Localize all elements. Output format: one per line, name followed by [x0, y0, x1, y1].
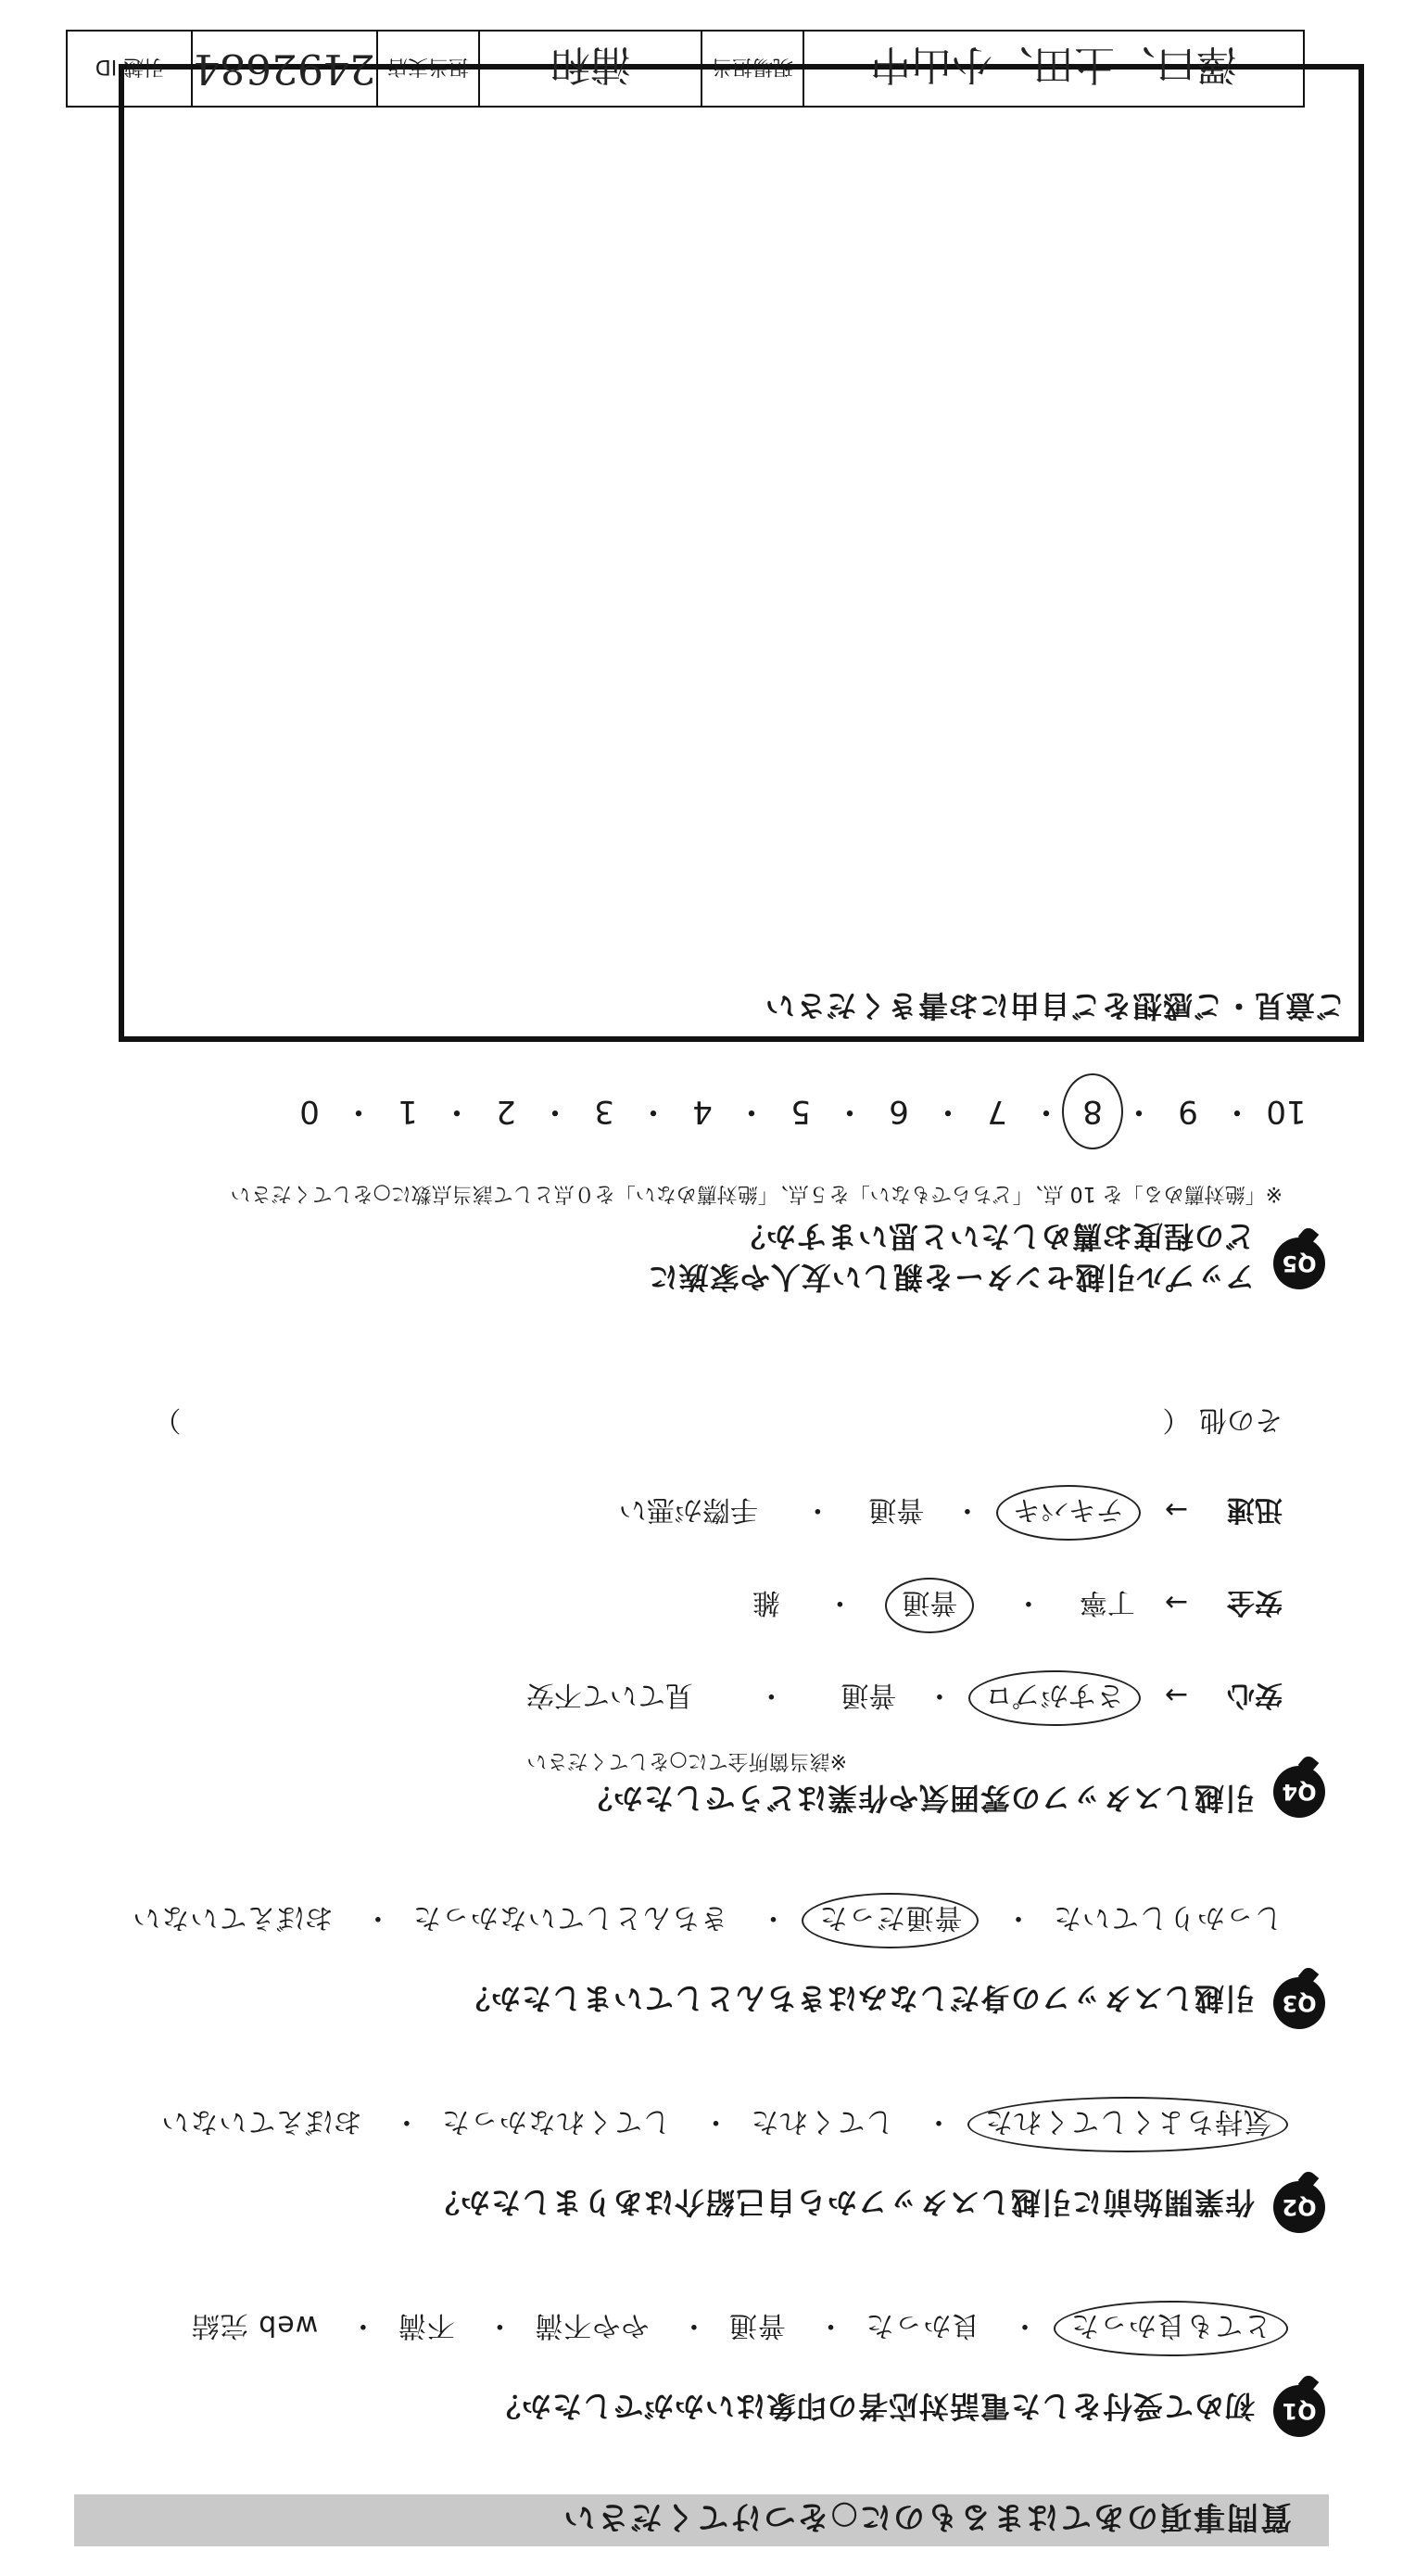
id-label-cell	[69, 32, 191, 106]
q4-note: ※該当箇所全てに○をしてください	[526, 1749, 847, 1772]
q4-row-other	[87, 1402, 1283, 1443]
comment-label: ご意見・ご感想をご自由にお書きください	[764, 988, 1346, 1023]
q4-other-paren-close: ）	[153, 1403, 182, 1436]
q4-row-anshin: 安心 → さすがプロ・ 普通・ 見ていて不安	[526, 1678, 1283, 1719]
q3-badge	[1273, 1977, 1325, 2029]
q1-option[interactable]: 良かった	[865, 2309, 980, 2341]
q4-row-label: 迅速	[1227, 1493, 1283, 1526]
q3-option[interactable]: おぼえていない	[132, 1901, 334, 1934]
score-option[interactable]: 5	[790, 1093, 811, 1130]
arrow-icon: →	[1164, 1586, 1189, 1618]
q2-option[interactable]: してくれなかった	[440, 2105, 671, 2138]
q5-title-line1: アップル引越センターを親しい友人や家族に	[647, 1260, 1255, 1295]
q4-row-label: 安心	[1227, 1679, 1283, 1711]
q3-option-selected[interactable]: 普通だった	[802, 1893, 979, 1948]
branch-label: 担当支店	[387, 55, 470, 79]
q1-option[interactable]: やや不満	[534, 2309, 650, 2341]
arrow-icon: →	[1164, 1679, 1189, 1711]
arrow-icon: →	[1164, 1493, 1189, 1526]
score-option[interactable]: 6	[889, 1093, 909, 1130]
q4-row-jinsoku: 迅速 → テキパキ・ 普通・ 手際が悪い	[619, 1492, 1283, 1533]
comment-box[interactable]	[119, 64, 1364, 1042]
q4-badge	[1273, 1766, 1325, 1818]
q5-number: Q5	[1282, 1250, 1317, 1276]
q3-number: Q3	[1282, 1990, 1317, 2016]
score-option[interactable]: 9	[1178, 1093, 1198, 1130]
q4-option[interactable]: 見ていて不安	[525, 1679, 693, 1711]
q4-number: Q4	[1282, 1779, 1317, 1805]
q3-option[interactable]: しっかりしていた	[1053, 1901, 1283, 1934]
q4-row-label: 安全	[1227, 1586, 1283, 1618]
q2-option[interactable]: おぼえていない	[160, 2105, 362, 2138]
score-option[interactable]: 10	[1266, 1093, 1307, 1130]
id-value: 2492684	[194, 44, 375, 93]
q4-option[interactable]: 普通	[868, 1493, 925, 1526]
q1-title: 初めて受付をした電話対応者の印象はいかがでしたか？	[489, 2389, 1255, 2424]
q5-title-line2: どの程度お薦めしたいと思いますか？	[734, 1219, 1255, 1254]
q2-title: 作業開始前に引越しスタッフから自己紹介はありましたか？	[428, 2185, 1255, 2220]
score-option[interactable]: 0	[299, 1093, 320, 1130]
score-option[interactable]: 7	[987, 1093, 1007, 1130]
score-option-selected[interactable]: 8	[1062, 1073, 1123, 1149]
q4-option[interactable]: 丁寧	[1079, 1586, 1135, 1618]
q1-option-selected[interactable]: とても良かった	[1054, 2301, 1288, 2356]
q5-note: ※「絶対薦める」を 10 点、「どちらでもない」を５点、「絶対薦めない」を０点として該当点数に○をしてください	[230, 1182, 1283, 1205]
id-label: 引越 ID	[95, 55, 165, 79]
leader-label: 現場担当	[712, 55, 794, 79]
q4-option-selected[interactable]: テキパキ	[996, 1485, 1141, 1541]
q1-number: Q1	[1282, 2398, 1317, 2424]
q2-number: Q2	[1282, 2194, 1317, 2220]
instruction-banner: 質問事項のあてはまるものに○をつけてください	[74, 2494, 1329, 2546]
q2-option-selected[interactable]: 気持ちよくしてくれた	[967, 2097, 1288, 2152]
leader-label-cell	[701, 32, 803, 106]
q2-options: 気持ちよくしてくれた・ してくれた・ してくれなかった・ おぼえていない	[160, 2104, 1283, 2145]
score-option[interactable]: 3	[594, 1093, 614, 1130]
office-use-table	[66, 30, 1305, 108]
score-option[interactable]: 4	[692, 1093, 713, 1130]
q3-title: 引越しスタッフの身だしなみはきちんとしていましたか？	[459, 1981, 1255, 2016]
q2-option[interactable]: してくれた	[750, 2105, 894, 2138]
q4-option[interactable]: 普通	[841, 1679, 897, 1711]
branch-value-cell	[478, 32, 701, 106]
q1-option[interactable]: 普通	[727, 2309, 786, 2341]
q5-score-row: 10・9・8・7・6・5・4・3・2・1・0	[276, 1073, 1320, 1137]
q4-row-anzen: 安全 → 丁寧・ 普通・ 雑	[752, 1585, 1283, 1626]
q1-badge	[1273, 2385, 1325, 2437]
score-option[interactable]: 2	[496, 1093, 516, 1130]
leader-value-cell	[803, 32, 1303, 106]
q5-badge	[1273, 1237, 1325, 1289]
q3-option[interactable]: きちんとしていなかった	[411, 1901, 728, 1934]
q4-other-label: その他	[1199, 1403, 1283, 1436]
branch-value: 浦和	[550, 41, 631, 88]
leader-value: 澤口、土田、小山中	[870, 41, 1237, 88]
score-option[interactable]: 1	[398, 1093, 418, 1130]
id-value-cell	[191, 32, 376, 106]
q1-option[interactable]: 不満	[397, 2309, 455, 2341]
q4-other-paren-open: （	[1162, 1403, 1191, 1436]
q3-options: しっかりしていた・ 普通だった・ きちんとしていなかった・ おぼえていない	[132, 1900, 1283, 1941]
q2-badge	[1273, 2181, 1325, 2233]
q4-title: 引越しスタッフの雰囲気や作業はどうでしたか？	[581, 1781, 1255, 1816]
q4-option-selected[interactable]: 普通	[885, 1578, 974, 1633]
q4-option[interactable]: 雑	[752, 1586, 780, 1618]
q1-options: とても良かった・ 良かった・ 普通・ やや不満・ 不満・ web 完結	[191, 2308, 1283, 2349]
q4-option-selected[interactable]: さすがプロ	[968, 1670, 1141, 1726]
branch-label-cell	[376, 32, 478, 106]
q1-option[interactable]: web 完結	[190, 2309, 319, 2341]
q4-option[interactable]: 手際が悪い	[618, 1493, 758, 1526]
